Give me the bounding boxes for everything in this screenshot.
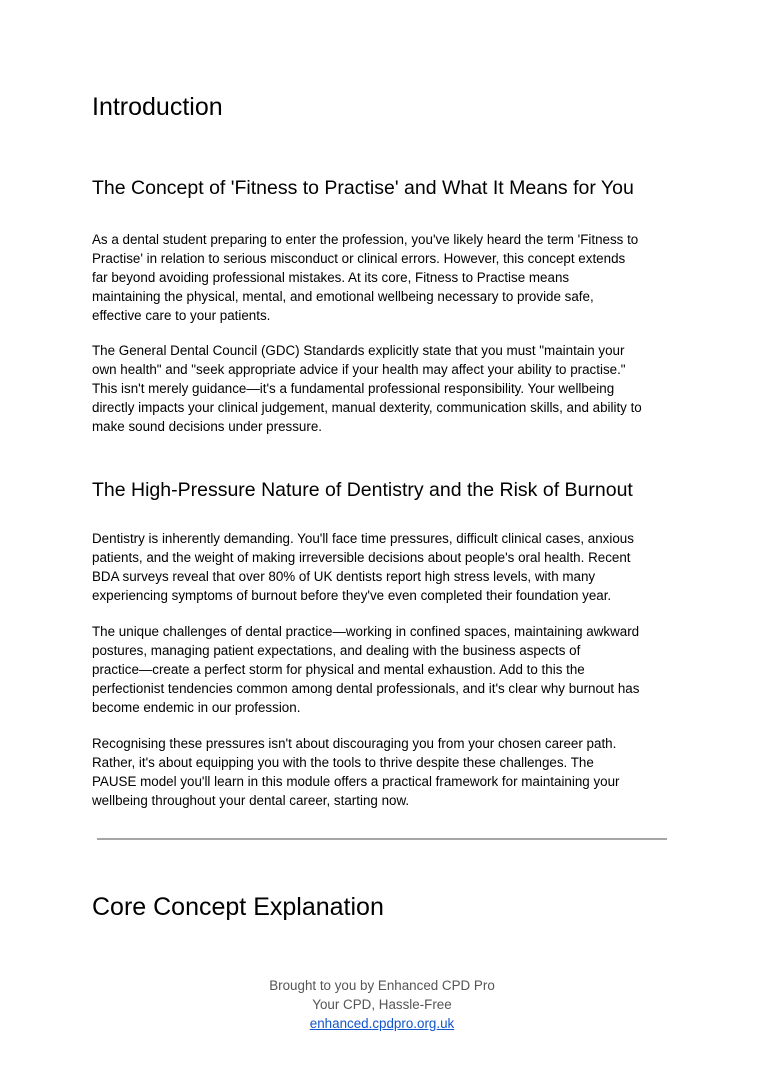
paragraph-line: This isn't merely guidance—it's a fundamental professional responsibility. Your wellbeing: [92, 381, 615, 396]
paragraph-line: make sound decisions under pressure.: [92, 419, 323, 434]
paragraph-line: PAUSE model you'll learn in this module offers a practical framework for maintaining your: [92, 774, 620, 789]
paragraph-line: maintaining the physical, mental, and emotional wellbeing necessary to provide safe,: [92, 289, 594, 304]
paragraph-line: directly impacts your clinical judgement, manual dexterity, communication skills, and ability to: [92, 400, 642, 415]
pressure-paragraph-1: [92, 529, 692, 605]
paragraph-line: As a dental student preparing to enter the profession, you've likely heard the term 'Fitness to: [92, 232, 639, 247]
paragraph-line: The unique challenges of dental practice—working in confined spaces, maintaining awkward: [92, 624, 640, 639]
introduction-heading: Introduction: [92, 93, 223, 121]
core-concept-heading: Core Concept Explanation: [92, 893, 384, 921]
paragraph-line: Recognising these pressures isn't about discouraging you from your chosen career path.: [92, 736, 617, 751]
paragraph-line: practice—create a perfect storm for physical and mental exhaustion. Add to this the: [92, 662, 585, 677]
paragraph-line: The General Dental Council (GDC) Standards explicitly state that you must "maintain your: [92, 343, 625, 358]
paragraph-line: postures, managing patient expectations, and dealing with the business aspects of: [92, 643, 581, 658]
paragraph-line: Dentistry is inherently demanding. You'll face time pressures, difficult clinical cases, anxious: [92, 531, 634, 546]
paragraph-line: wellbeing throughout your dental career, starting now.: [92, 793, 410, 808]
fitness-to-practise-heading: The Concept of 'Fitness to Practise' and What It Means for You: [92, 177, 634, 199]
paragraph-line: Practise' in relation to serious misconduct or clinical errors. However, this concept extends: [92, 251, 626, 266]
paragraph-line: own health" and "seek appropriate advice if your health may affect your ability to practise.": [92, 362, 626, 377]
footer-website-link[interactable]: enhanced.cpdpro.org.uk: [309, 1016, 455, 1031]
paragraph-line: far beyond avoiding professional mistakes. At its core, Fitness to Practise means: [92, 270, 570, 285]
fitness-paragraph-2: [92, 341, 692, 436]
high-pressure-heading: The High-Pressure Nature of Dentistry and the Risk of Burnout: [92, 479, 633, 501]
paragraph-line: experiencing symptoms of burnout before they've even completed their foundation year.: [92, 588, 612, 603]
paragraph-line: BDA surveys reveal that over 80% of UK dentists report high stress levels, with many: [92, 569, 596, 584]
paragraph-line: patients, and the weight of making irreversible decisions about people's oral health. Recent: [92, 550, 631, 565]
paragraph-line: become endemic in our profession.: [92, 700, 301, 715]
footer-brought-by: Brought to you by Enhanced CPD Pro: [269, 978, 495, 993]
pressure-paragraph-2: [92, 622, 692, 717]
paragraph-line: Rather, it's about equipping you with the tools to thrive despite these challenges. The: [92, 755, 594, 770]
footer-tagline: Your CPD, Hassle-Free: [312, 997, 452, 1012]
paragraph-line: effective care to your patients.: [92, 308, 271, 323]
paragraph-line: perfectionist tendencies common among dental professionals, and it's clear why burnout has: [92, 681, 640, 696]
section-divider: [97, 838, 667, 840]
fitness-paragraph-1: [92, 230, 692, 325]
page-footer: [0, 976, 764, 1033]
pressure-paragraph-3: [92, 734, 692, 810]
